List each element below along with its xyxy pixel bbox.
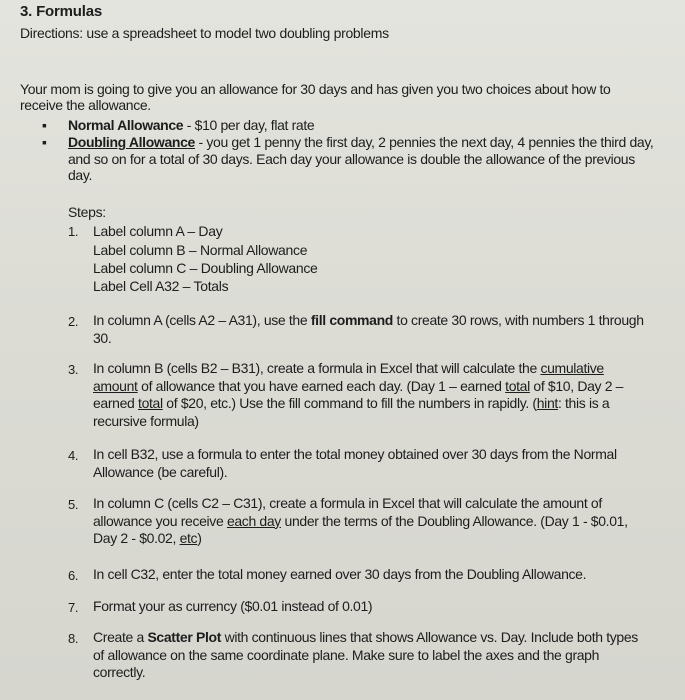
step-number: 7.: [68, 600, 79, 615]
intro-paragraph: Your mom is going to give you an allowance for 30 days and has given you two choices about how to receive the allowance.: [20, 81, 611, 113]
bullet-marker: ▪: [42, 134, 47, 150]
step5-text-part: In column C (cells C2 – C31), create a formula in Excel that will calculate the amount of allowance you receive: [93, 495, 602, 529]
bullet-doubling-allowance: [68, 134, 658, 184]
step3-text-part: of $10, Day 2 – earned: [93, 377, 624, 411]
step1-line: Label Cell A32 – Totals: [93, 278, 229, 294]
bullet-title: Doubling Allowance: [68, 134, 195, 150]
step8-text-part: Create a: [93, 629, 148, 645]
section-heading: 3. Formulas: [20, 3, 102, 20]
step6-text: In cell C32, enter the total money earned over 30 days from the Doubling Allowance.: [93, 566, 587, 582]
fill-command-term: fill command: [310, 312, 393, 328]
step3-text: [93, 360, 648, 430]
step3-underlined: total: [138, 395, 163, 411]
step8-text: [93, 629, 648, 682]
directions-text: Directions: use a spreadsheet to model two doubling problems: [20, 25, 389, 41]
step-number: 8.: [68, 631, 79, 646]
step4-text: In cell B32, use a formula to enter the total money obtained over 30 days from the Normal Allowance (be careful).: [93, 446, 617, 480]
step7-text: Format your as currency ($0.01 instead of 0.01): [93, 598, 373, 614]
step5-text-part: under the terms of the Doubling Allowance. (Day 1 - $0.01, Day 2 - $0.02,: [93, 512, 628, 546]
step-number: 6.: [68, 568, 79, 583]
step5-text: [93, 495, 648, 548]
scatter-plot-term: Scatter Plot: [147, 629, 222, 645]
step3-underlined: hint: [536, 395, 558, 411]
step5-underlined: each day: [226, 512, 281, 529]
step1-line: Label column B – Normal Allowance: [93, 242, 308, 258]
step3-underlined: cumulative amount: [93, 360, 604, 394]
step-number: 1.: [68, 224, 79, 239]
bullet-title: Normal Allowance: [68, 117, 184, 133]
step3-text-part: In column B (cells B2 – B31), create a formula in Excel that will calculate the: [93, 360, 541, 376]
bullet-text: - $10 per day, flat rate: [183, 117, 315, 133]
step2-text: [93, 312, 648, 347]
step5-underlined: etc: [179, 530, 198, 546]
bullet-text: - you get 1 penny the first day, 2 pennies the next day, 4 pennies the third day, and so on for a total of 30 days. Each day your allowance is double the allowance of the previous day.: [68, 134, 654, 183]
step3-text-part: : this is a recursive formula): [93, 395, 610, 429]
step2-text-part: In column A (cells A2 – A31), use the: [93, 312, 311, 328]
step-number: 2.: [68, 314, 79, 329]
step3-text-part: of $20, etc.) Use the fill command to fill the numbers in rapidly. (: [162, 395, 537, 411]
step3-underlined: total: [505, 377, 530, 394]
step2-text-part: to create 30 rows, with numbers 1 through 30.: [93, 312, 644, 346]
step1-line: Label column C – Doubling Allowance: [93, 260, 318, 276]
step1-line: Label column A – Day: [93, 223, 223, 239]
step3-text-part: of allowance that you have earned each day. (Day 1 – earned: [137, 377, 506, 394]
step-number: 3.: [68, 362, 79, 377]
bullet-normal-allowance: [68, 117, 658, 134]
step8-text-part: with continuous lines that shows Allowance vs. Day. Include both types of allowance on the same coordinate plane. Make sure to label the axes and the graph correctly.: [93, 629, 638, 680]
step5-text-part: ): [197, 530, 202, 546]
step-number: 4.: [68, 448, 79, 463]
bullet-marker: ▪: [42, 117, 47, 133]
step-number: 5.: [68, 497, 79, 512]
steps-label: Steps:: [68, 204, 106, 220]
